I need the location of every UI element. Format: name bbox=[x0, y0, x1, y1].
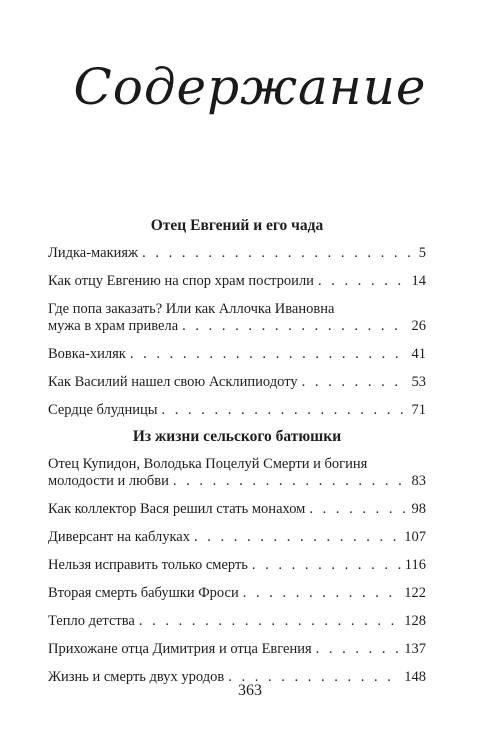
entry-page: 71 bbox=[411, 402, 426, 418]
entry-page: 122 bbox=[404, 585, 426, 601]
toc-section-1 bbox=[48, 217, 426, 430]
toc-entry bbox=[48, 273, 426, 290]
entry-page: 116 bbox=[404, 557, 426, 573]
entry-title: Тепло детства bbox=[48, 613, 135, 629]
entry-title: Вторая смерть бабушки Фроси bbox=[48, 585, 239, 601]
dot-leader bbox=[130, 346, 408, 363]
entry-page: 128 bbox=[404, 613, 426, 629]
entry-title-line-1: Отец Купидон, Володька Поцелуй Смерти и богиня bbox=[48, 456, 368, 472]
entry-title: Диверсант на каблуках bbox=[48, 529, 190, 545]
entry-page: 83 bbox=[411, 473, 426, 489]
toc-section-2 bbox=[48, 428, 426, 697]
entry-title: Нельзя исправить только смерть bbox=[48, 557, 248, 573]
toc-entry bbox=[48, 245, 426, 262]
toc-entry bbox=[48, 613, 426, 630]
entry-title: Прихожане отца Димитрия и отца Евгения bbox=[48, 641, 312, 657]
dot-leader bbox=[243, 585, 401, 602]
dot-leader bbox=[173, 473, 408, 490]
entry-page: 137 bbox=[404, 641, 426, 657]
entry-page: 5 bbox=[418, 245, 426, 261]
toc-entry bbox=[48, 501, 426, 518]
entry-page: 14 bbox=[411, 273, 426, 289]
toc-entry bbox=[48, 402, 426, 419]
dot-leader bbox=[309, 501, 407, 518]
entry-title: Как коллектор Вася решил стать монахом bbox=[48, 501, 306, 517]
page-number: 363 bbox=[238, 682, 262, 699]
dot-leader bbox=[139, 613, 400, 630]
toc-entry bbox=[48, 529, 426, 546]
entry-title: Вовка-хиляк bbox=[48, 346, 126, 362]
entry-page: 148 bbox=[404, 669, 426, 685]
entry-title: Как отцу Евгению на спор храм построили bbox=[48, 273, 314, 289]
entry-title: Лидка-макияж bbox=[48, 245, 139, 261]
entry-page: 41 bbox=[411, 346, 426, 362]
entry-page: 53 bbox=[411, 374, 426, 390]
entry-title: Сердце блудницы bbox=[48, 402, 158, 418]
entry-page: 98 bbox=[411, 501, 426, 517]
entry-title: Как Василий нашел свою Асклипиодоту bbox=[48, 374, 298, 390]
toc-entry bbox=[48, 585, 426, 602]
dot-leader bbox=[142, 245, 415, 262]
dot-leader bbox=[182, 318, 407, 335]
dot-leader bbox=[318, 273, 408, 290]
section-title: Из жизни сельского батюшки bbox=[132, 428, 342, 445]
toc-entry bbox=[48, 456, 426, 490]
section-title: Отец Евгений и его чада bbox=[150, 217, 324, 234]
toc-entry bbox=[48, 301, 426, 335]
dot-leader bbox=[194, 529, 400, 546]
entry-page: 107 bbox=[404, 529, 426, 545]
entry-title-line-1: Где попа заказать? Или как Аллочка Ивановна bbox=[48, 301, 335, 317]
dot-leader bbox=[162, 402, 408, 419]
entry-title-line-2: молодости и любви bbox=[48, 473, 169, 489]
toc-entry bbox=[48, 346, 426, 363]
dot-leader bbox=[302, 374, 408, 391]
toc-entry bbox=[48, 641, 426, 658]
entry-title: Жизнь и смерть двух уродов bbox=[48, 669, 225, 685]
dot-leader bbox=[252, 557, 401, 574]
toc-entry bbox=[48, 374, 426, 391]
toc-entry bbox=[48, 557, 426, 574]
entry-title-line-2: мужа в храм привела bbox=[48, 318, 179, 334]
page-title: Содержание bbox=[73, 58, 427, 116]
dot-leader bbox=[316, 641, 401, 658]
entry-page: 26 bbox=[411, 318, 426, 334]
